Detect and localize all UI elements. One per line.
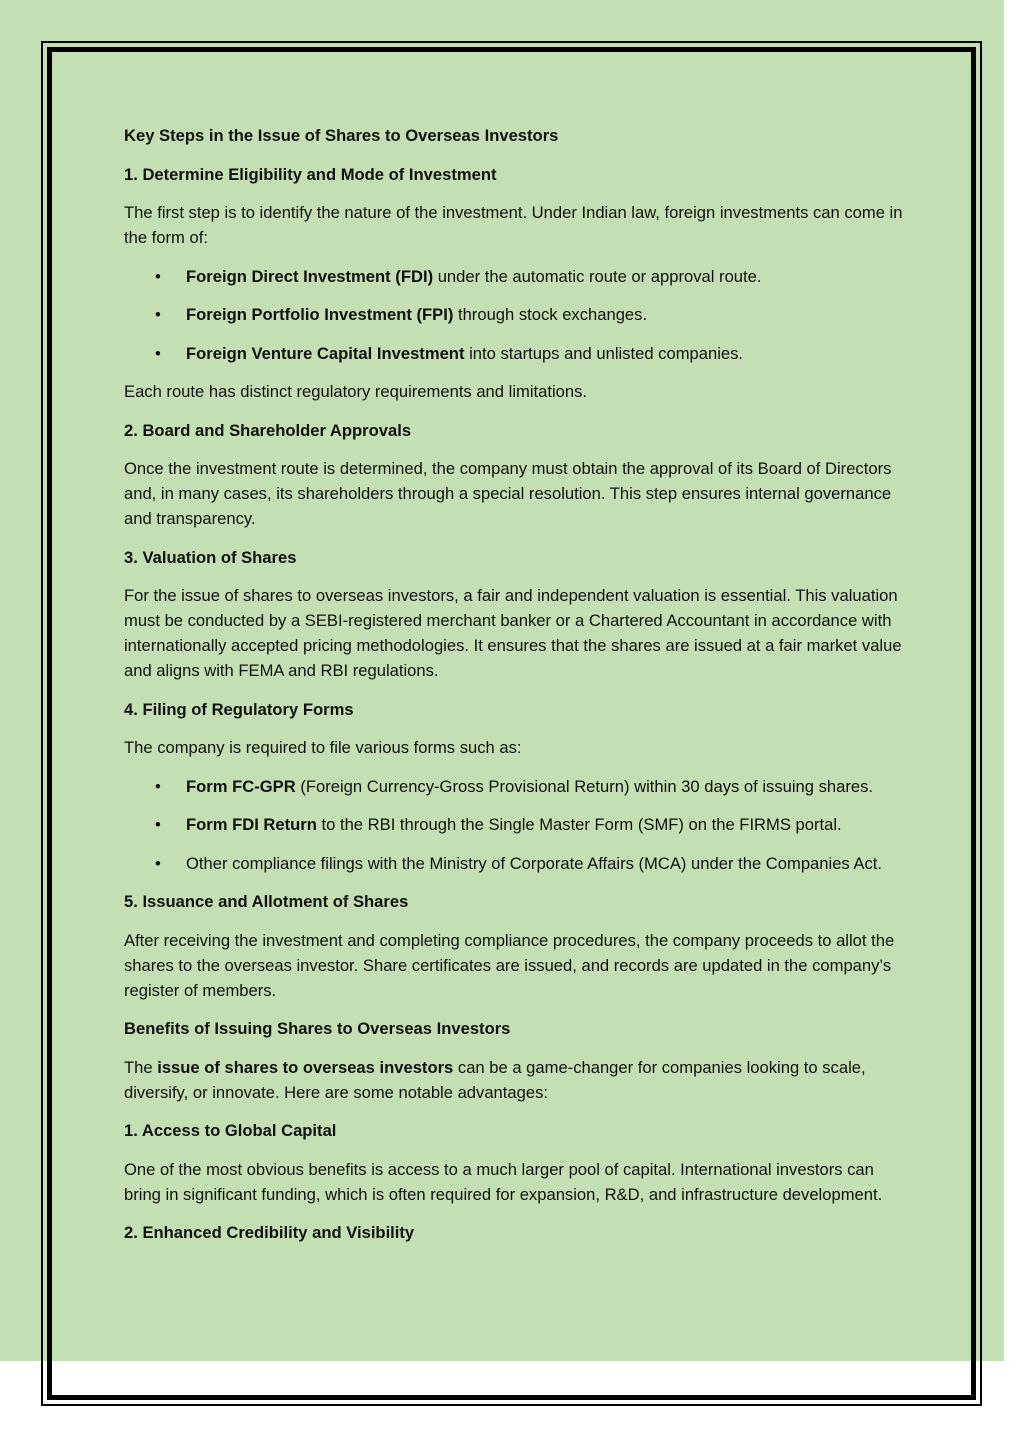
bullet-icon: • bbox=[155, 305, 161, 324]
list-item bbox=[124, 812, 904, 837]
paragraph-global-capital: One of the most obvious benefits is access to a much larger pool of capital. International investors can bring in significant funding, which is often required for expansion, R&D, and infrastructure development. bbox=[124, 1159, 883, 1204]
paragraph-issuance: After receiving the investment and completing compliance procedures, the company proceeds to allot the shares to the overseas investor. Share certificates are issued, and records are updated in the company’s register of members. bbox=[124, 930, 895, 1000]
benefits-intro-pre: The bbox=[124, 1057, 158, 1077]
section-heading-valuation: 3. Valuation of Shares bbox=[124, 547, 297, 567]
bullet-icon: • bbox=[155, 853, 161, 873]
section-heading-approvals: 2. Board and Shareholder Approvals bbox=[124, 420, 412, 440]
paragraph-eligibility-intro: The first step is to identify the nature of the investment. Under Indian law, foreign investments can come in the form of: bbox=[124, 203, 903, 247]
bullet-icon: • bbox=[155, 266, 161, 286]
list-item bbox=[124, 302, 904, 327]
list-item-text: under the automatic route or approval route. bbox=[433, 266, 762, 286]
list-item-bold: Foreign Direct Investment (FDI) bbox=[186, 266, 434, 286]
section-heading-credibility: 2. Enhanced Credibility and Visibility bbox=[124, 1223, 415, 1242]
list-item-bold: Form FDI Return bbox=[186, 815, 317, 834]
bullet-icon: • bbox=[155, 776, 161, 796]
list-item-text: through stock exchanges. bbox=[453, 305, 648, 324]
section-heading-issuance: 5. Issuance and Allotment of Shares bbox=[124, 892, 409, 911]
list-item-bold: Form FC-GPR bbox=[186, 776, 296, 796]
list-item-text: into startups and unlisted companies. bbox=[464, 343, 744, 363]
section-heading-global-capital: 1. Access to Global Capital bbox=[124, 1121, 337, 1140]
list-item-bold: Foreign Venture Capital Investment bbox=[186, 343, 465, 363]
paragraph-approvals: Once the investment route is determined, the company must obtain the approval of its Board of Directors and, in many cases, its shareholders through a special resolution. This step ensures internal governance and transparency. bbox=[124, 459, 892, 528]
document-title: Key Steps in the Issue of Shares to Overseas Investors bbox=[124, 126, 559, 145]
list-item bbox=[124, 851, 904, 876]
list-item-text: to the RBI through the Single Master Form (SMF) on the FIRMS portal. bbox=[316, 815, 842, 834]
list-item bbox=[124, 341, 904, 366]
section-heading-benefits: Benefits of Issuing Shares to Overseas Investors bbox=[124, 1019, 511, 1038]
benefits-intro-post: can be a game-changer for companies looking to scale, diversify, or innovate. Here are some notable advantages: bbox=[124, 1057, 866, 1102]
benefits-intro-bold: issue of shares to overseas investors bbox=[157, 1057, 454, 1077]
list-item-text: Other compliance filings with the Ministry of Corporate Affairs (MCA) under the Companies Act. bbox=[186, 853, 882, 873]
paragraph-eligibility-outro: Each route has distinct regulatory requirements and limitations. bbox=[124, 382, 588, 401]
paragraph-valuation: For the issue of shares to overseas investors, a fair and independent valuation is essential. This valuation must be conducted by a SEBI-registered merchant banker or a Chartered Accountant in accordance with internationally accepted pricing methodologies. It ensures that the shares are issued at a fair market value and aligns with FEMA and RBI regulations. bbox=[124, 586, 902, 680]
list-item bbox=[124, 774, 904, 799]
paragraph-filing-intro: The company is required to file various forms such as: bbox=[124, 738, 522, 757]
section-heading-eligibility: 1. Determine Eligibility and Mode of Investment bbox=[124, 164, 497, 184]
document-body bbox=[124, 123, 904, 1259]
regulatory-forms-list bbox=[124, 774, 904, 876]
list-item-text: (Foreign Currency-Gross Provisional Return) within 30 days of issuing shares. bbox=[295, 776, 874, 796]
bullet-icon: • bbox=[155, 343, 161, 363]
paragraph-benefits-intro bbox=[124, 1055, 904, 1105]
bullet-icon: • bbox=[155, 815, 161, 834]
section-heading-filing: 4. Filing of Regulatory Forms bbox=[124, 699, 354, 719]
investment-forms-list bbox=[124, 264, 904, 366]
list-item bbox=[124, 264, 904, 289]
list-item-bold: Foreign Portfolio Investment (FPI) bbox=[186, 305, 454, 324]
